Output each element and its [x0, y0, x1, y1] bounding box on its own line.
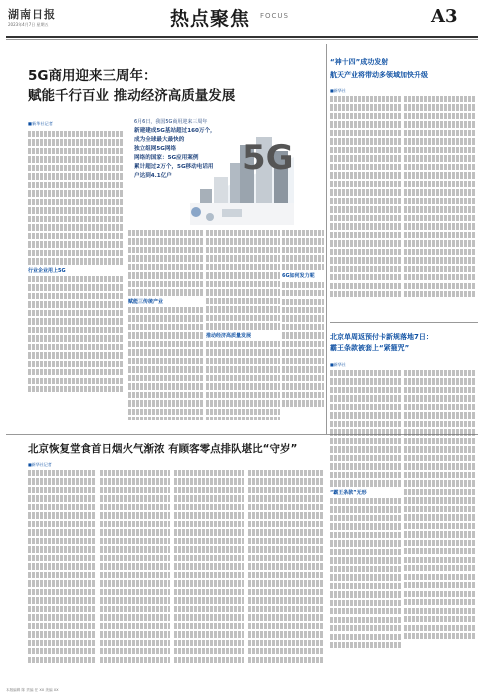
hero-stat-5: 累计超过2万个，5G移动电话用 [134, 164, 214, 170]
lead-body-col-4 [282, 230, 324, 420]
right-divider [330, 322, 478, 323]
page-number: A3 [431, 6, 458, 27]
paper-name: 湖南日报 [8, 8, 56, 21]
lead-headline-line1: 5G商用迎来三周年： [28, 68, 157, 84]
bottom-body-col-3 [174, 470, 244, 682]
hero-stat-4: 网络的国家：5G应用案例 [134, 155, 199, 161]
right-story-2-col-2 [404, 370, 476, 684]
hero-stat-3: 独立组网5G网络 [134, 146, 177, 152]
right-story-2-line2: 霸王条款被套上“紧箍咒” [330, 344, 410, 352]
lead-subhead-1: 行业企业用上5G [28, 267, 66, 274]
lead-body-col-2 [128, 230, 204, 420]
5g-logo-text: 5G [242, 138, 294, 178]
right-story-2-line1: 北京单周返预付卡新规落地7日： [330, 333, 433, 341]
right-story-1-line2: 航天产业将带动多领域加快升级 [330, 71, 428, 79]
right-story-1-col-1 [330, 96, 402, 318]
lead-byline: ■新华社记者 [28, 121, 53, 126]
lead-body-col-3 [206, 230, 280, 420]
bottom-byline: ■新华社记者 [28, 462, 52, 467]
hero-stat-6: 户达到4.1亿户 [134, 173, 172, 179]
lead-body-col-1 [28, 131, 124, 421]
hero-stats [134, 118, 224, 181]
bottom-body-col-2 [100, 470, 170, 682]
lead-headline-line2: 赋能千行百业 推动经济高质量发展 [28, 88, 236, 104]
lead-headline[interactable] [28, 66, 235, 106]
masthead-rule [6, 36, 478, 38]
column-divider-vertical [326, 44, 327, 434]
right-story-2-subhead: “霸王条款”无形 [330, 489, 367, 496]
right-story-1-line1: “神十四”成功发射 [330, 58, 389, 66]
bottom-body-col-1 [28, 470, 96, 682]
right-story-1-col-2 [404, 96, 476, 318]
lead-subhead-3: 推动经济高质量发展 [206, 332, 252, 339]
section-title: 热点聚焦 [170, 8, 251, 30]
masthead-rule-thin [6, 39, 478, 40]
right-story-2-byline: ■新华社 [330, 362, 346, 367]
footer-credit: 本版编辑 陈 责编 任 XX 美编 XX [6, 688, 59, 692]
masthead [0, 0, 484, 40]
paper-date: 2023年4月7日 星期五 [8, 22, 49, 27]
hero-stat-2: 成为全球最大最快的 [134, 137, 185, 143]
bottom-headline[interactable]: 北京恢复堂食首日烟火气渐浓 有顾客零点排队堪比“守岁” [28, 443, 298, 455]
bottom-body-col-4 [248, 470, 324, 682]
hero-caption-intro: 6月6日，我国5G商用迎来三周年 [134, 119, 208, 125]
right-story-2-col-1 [330, 370, 402, 684]
lead-subhead-2: 赋能三传统产业 [128, 298, 164, 305]
section-subtitle: FOCUS [260, 12, 289, 20]
right-story-2-headline[interactable] [330, 332, 433, 354]
hero-stat-1: 新建建成5G基站超过160万个， [134, 128, 216, 134]
right-story-1-headline[interactable] [330, 56, 428, 82]
right-story-1-byline: ■新华社 [330, 88, 346, 93]
lead-box-caption: 6G如何发力呢 [282, 273, 315, 280]
